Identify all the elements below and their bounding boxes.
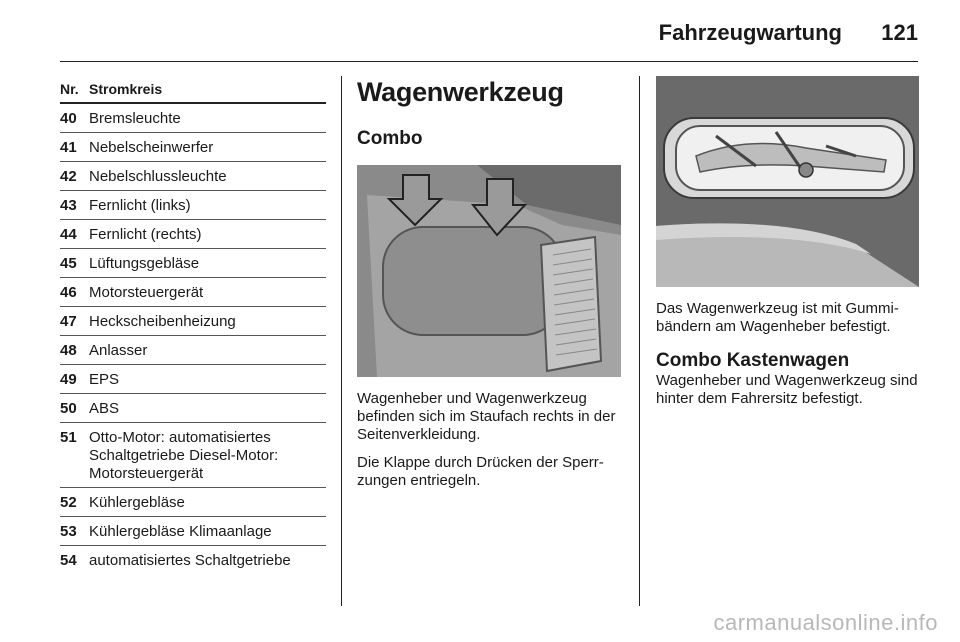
circuit-name: Lüftungsgebläse (89, 255, 200, 272)
circuit-name: Motorsteuergerät (89, 284, 204, 301)
table-row (60, 307, 326, 336)
fuse-number: 45 (60, 255, 77, 272)
table-row (60, 133, 326, 162)
page-header (60, 0, 918, 62)
fuse-table (60, 78, 326, 575)
table-row (60, 336, 326, 365)
col-header-nr: Nr. (60, 81, 79, 97)
paragraph-tool-fastening: Das Wagenwerkzeug ist mit Gummi-bändern am Wagenheber befestigt. (656, 300, 899, 335)
fuse-number: 42 (60, 168, 77, 185)
circuit-name: Fernlicht (rechts) (89, 226, 202, 243)
table-header (60, 78, 326, 104)
table-row (60, 488, 326, 517)
fuse-number: 53 (60, 523, 77, 540)
circuit-name: Bremsleuchte (89, 110, 181, 127)
fuse-number: 44 (60, 226, 77, 243)
table-row (60, 220, 326, 249)
table-row (60, 546, 326, 575)
circuit-name: Fernlicht (links) (89, 197, 191, 214)
fuse-number: 41 (60, 139, 77, 156)
storage-compartment-image (357, 165, 621, 377)
paragraph-van-location: Wagenheber und Wagenwerkzeug sind hinter dem Fahrersitz befestigt. (656, 372, 918, 407)
circuit-name: automatisiertes Schaltgetriebe (89, 552, 291, 569)
page-number: 121 (881, 20, 918, 45)
fuse-number: 46 (60, 284, 77, 301)
circuit-name: EPS (89, 371, 120, 388)
fuse-number: 52 (60, 494, 77, 511)
table-row (60, 191, 326, 220)
circuit-name: Heckscheibenheizung (89, 313, 236, 330)
circuit-name: Nebelschlussleuchte (89, 168, 227, 185)
table-row (60, 365, 326, 394)
table-row (60, 517, 326, 546)
table-row (60, 278, 326, 307)
circuit-name: Kühlergebläse (89, 494, 185, 511)
fuse-number: 51 (60, 429, 77, 446)
fuse-number: 49 (60, 371, 77, 388)
col-header-circuit: Stromkreis (89, 81, 163, 97)
chapter-heading: Wagenwerkzeug (357, 77, 564, 107)
table-row (60, 423, 326, 488)
fuse-number: 54 (60, 552, 77, 569)
tool-kit-image (656, 76, 919, 287)
fuse-number: 50 (60, 400, 77, 417)
section-title: Fahrzeugwartung (658, 20, 842, 45)
column-divider (341, 76, 342, 606)
fuse-number: 43 (60, 197, 77, 214)
fuse-number: 48 (60, 342, 77, 359)
circuit-name: Kühlergebläse Klimaanlage (89, 523, 272, 540)
middle-column (357, 76, 623, 490)
paragraph-location: Wagenheber und Wagenwerkzeug befinden sich im Staufach rechts in der Seitenverkleidung. (357, 390, 616, 443)
circuit-name: Nebelscheinwerfer (89, 139, 214, 156)
table-row (60, 162, 326, 191)
table-row (60, 394, 326, 423)
right-column (656, 76, 922, 408)
circuit-name: ABS (89, 400, 120, 417)
subheading-combo-van: Combo Kastenwagen (656, 350, 850, 371)
fuse-number: 40 (60, 110, 77, 127)
circuit-name: Anlasser (89, 342, 148, 359)
table-row (60, 249, 326, 278)
watermark: carmanualsonline.info (713, 610, 938, 635)
column-divider (639, 76, 640, 606)
circuit-name: Otto-Motor: automatisiertes Schaltgetriebe Diesel-Motor: Motorsteuergerät (89, 429, 279, 482)
paragraph-unlock: Die Klappe durch Drücken der Sperr-zungen entriegeln. (357, 454, 604, 489)
subheading-combo: Combo (357, 128, 423, 149)
fuse-number: 47 (60, 313, 77, 330)
table-row (60, 104, 326, 133)
